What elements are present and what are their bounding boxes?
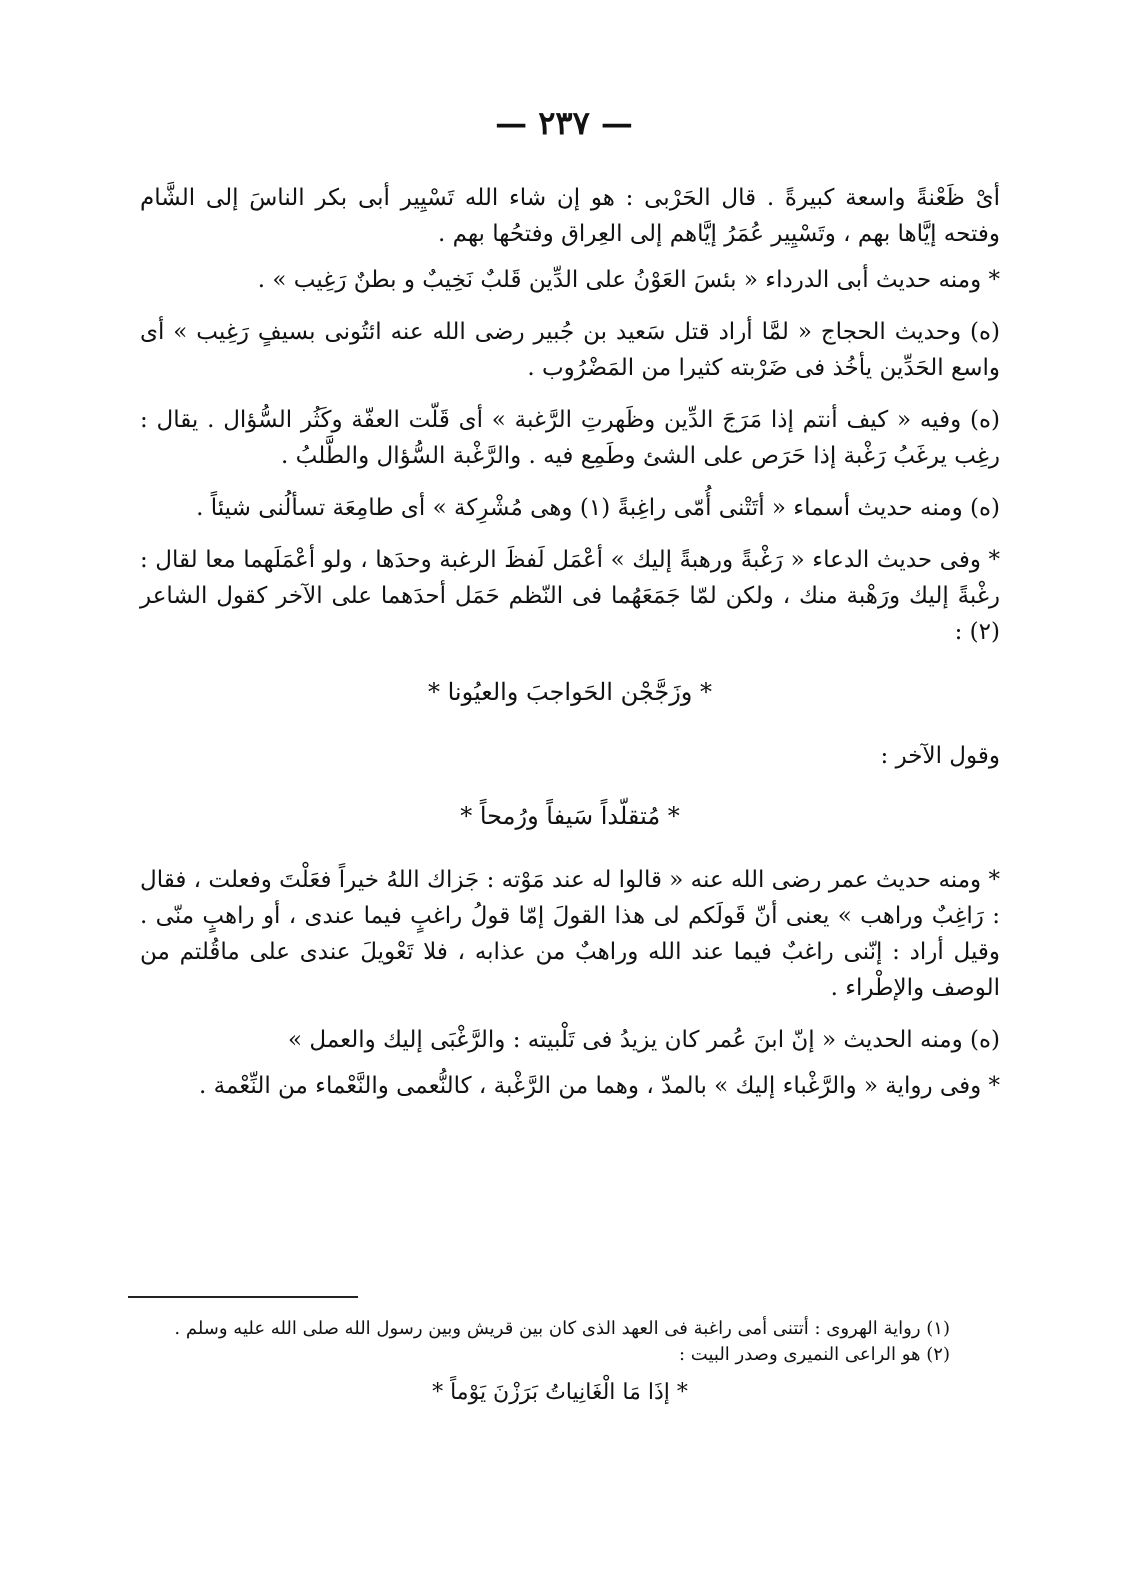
main-text — [140, 180, 1000, 1114]
footnotes — [130, 1316, 950, 1406]
paragraph: * ومنه حديث أبى الدرداء « بئسَ العَوْنُ على الدِّين قَلبٌ نَخِيبٌ و بطنٌ رَغِيب » . — [257, 267, 1000, 293]
paragraph: * ومنه حديث عمر رضى الله عنه « قالوا له عند مَوْته : جَزاك اللهُ خيراً فعَلْتَ وفعلت ، فقال : رَاغِبٌ وراهب » يعنى أنّ قَولَكم لى هذا القولَ إمّا قولُ راغبٍ فيما عندى ، أو راهبٍ منّى . وقيل أراد : إنّنى راغبٌ فيما عند الله وراهبٌ من عذابه ، فلا تَعْويلَ عندى على ماقُلتم من الوصف والإطْراء . — [140, 867, 1000, 1001]
verse-line: * وزَجَّجْن الحَواجبَ والعيُونا * — [427, 678, 712, 706]
page-number: — ٢٣٧ — — [495, 104, 633, 142]
other-poet-label: وقول الآخر : — [880, 743, 1000, 769]
footnote: (١) رواية الهروى : أتتنى أمى راغبة فى العهد الذى كان بين قريش وبين رسول الله صلى الله عليه وسلم . — [174, 1318, 950, 1339]
footnote: (٢) هو الراعى النميرى وصدر البيت : — [679, 1344, 950, 1365]
paragraph: * وفى رواية « والرَّغْباء إليك » بالمدّ ، وهما من الرَّغْبة ، كالنُّعمى والنَّعْماء من النِّعْمة . — [199, 1073, 1000, 1099]
paragraph: أىْ ظَعْنةً واسعة كبيرةً . قال الحَرْبى : هو إن شاء الله تَسْيِير أبى بكر الناسَ إلى الشَّام وفتحه إيَّاها بهم ، وتَسْيِير عُمَرُ إيَّاهم إلى العِراق وفتحُها بهم . — [140, 185, 1000, 247]
footnote-verse: * إذَا مَا الْغَانِياتُ بَرَزْنَ يَوْماً * — [432, 1380, 688, 1405]
paragraph: * وفى حديث الدعاء « رَغْبةً ورهبةً إليك » أعْمَل لَفظَ الرغبة وحدَها ، ولو أعْمَلَهما معا لقال : رغْبةً إليك ورَهْبة منك ، ولكن لمّا جَمَعَهُما فى النّظم حَمَل أحدَهما على الآخر كقول الشاعر (٢) : — [140, 547, 1000, 645]
paragraph: (ه) وفيه « كيف أنتم إذا مَرَجَ الدِّين وظَهرتِ الرَّغبة » أى قَلّت العفّة وكَثُر السُّؤال . يقال : رغِب يرغَبُ رَغْبة إذا حَرَص على الشئ وطَمِع فيه . والرَّغْبة السُّؤال والطَّلبُ . — [140, 407, 1000, 469]
paragraph: (ه) وحديث الحجاج « لمَّا أراد قتل سَعيد بن جُبير رضى الله عنه ائتُونى بسيفٍ رَغِيب » أى واسع الحَدِّين يأخُذ فى ضَرْبته كثيرا من المَضْرُوب . — [140, 319, 1000, 381]
verse-line: * مُتقلّداً سَيفاً ورُمحاً * — [460, 802, 680, 830]
paragraph: (ه) ومنه حديث أسماء « أتَتْنى أُمّى راغِبةً (١) وهى مُشْرِكة » أى طامِعَة تسألُنى شيئاً . — [196, 495, 1000, 521]
footnote-divider — [128, 1296, 358, 1298]
paragraph: (ه) ومنه الحديث « إنّ ابنَ عُمر كان يزيدُ فى تَلْبيته : والرَّغْبَى إليك والعمل » — [288, 1027, 1000, 1053]
